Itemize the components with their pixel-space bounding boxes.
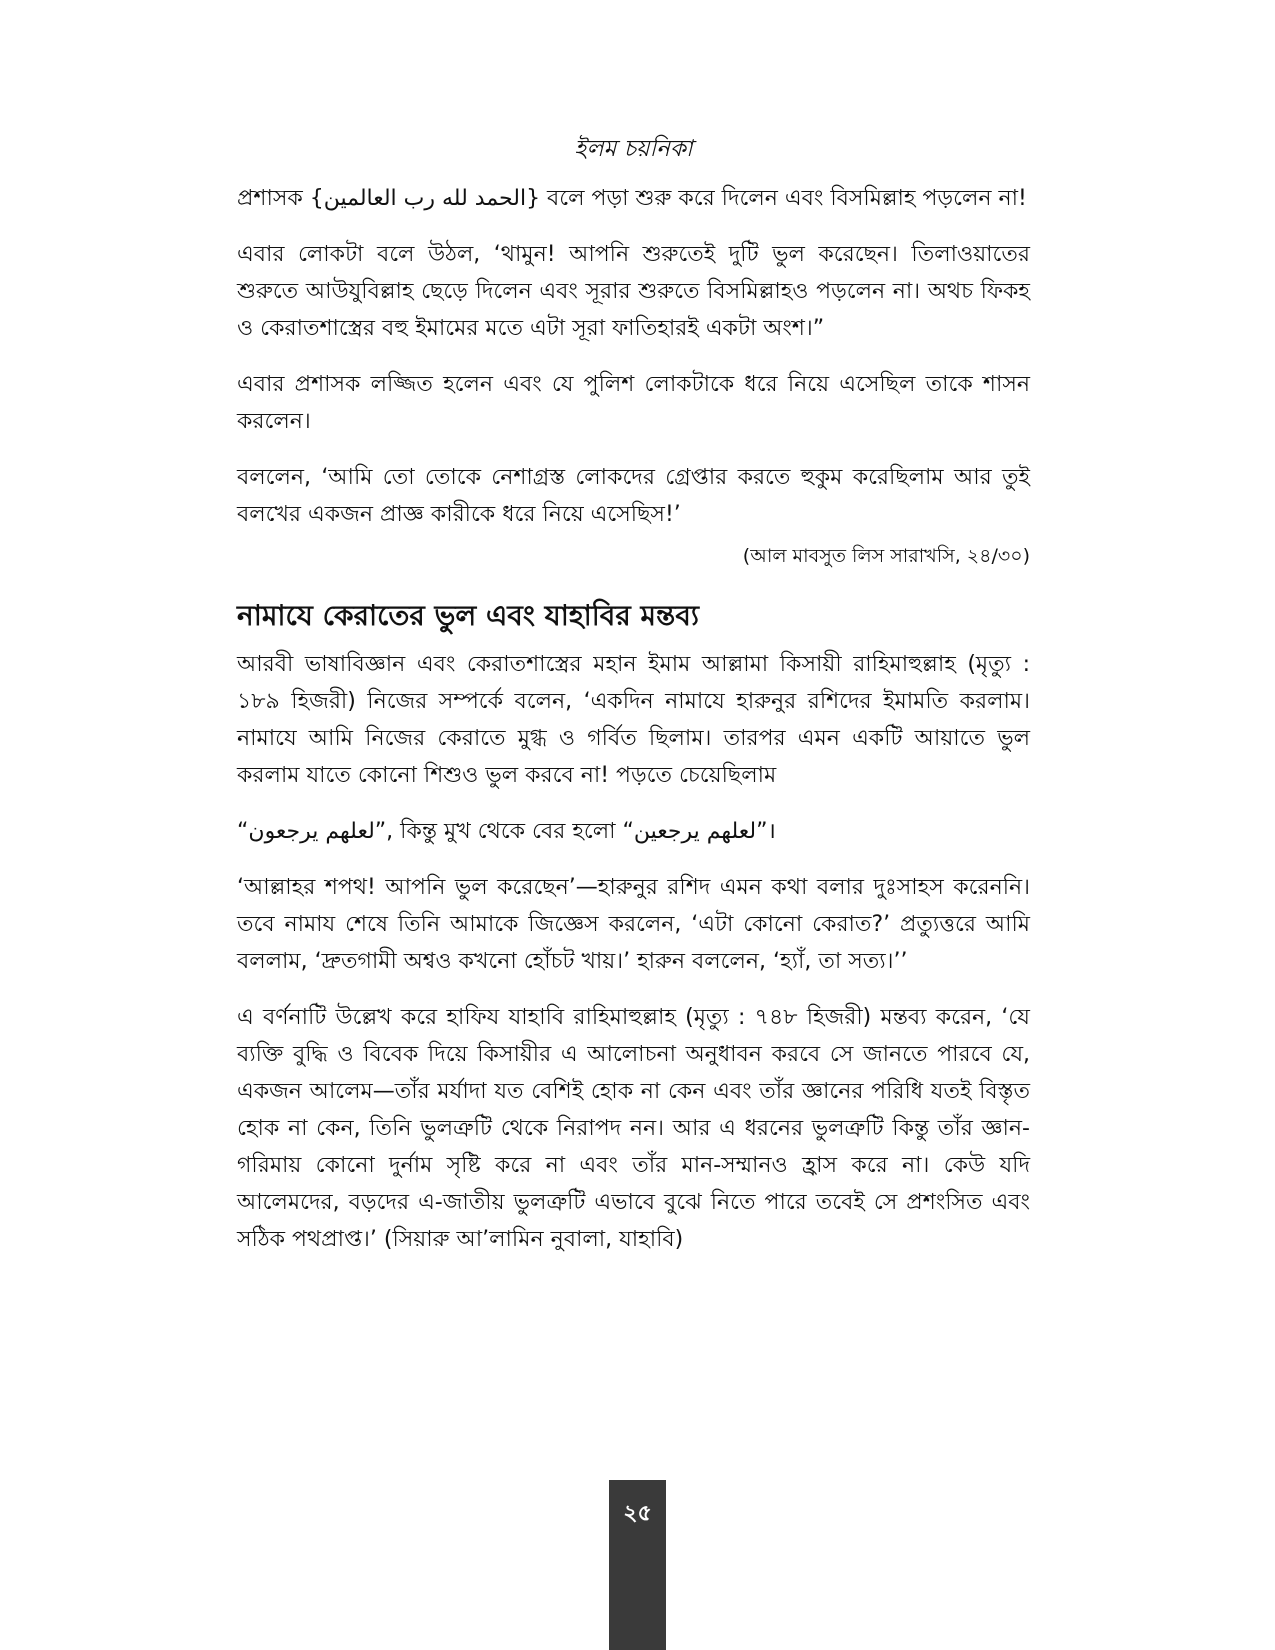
quote-middle-text: ”, কিন্তু মুখ থেকে বের হলো “ xyxy=(374,819,634,844)
section-paragraph-1: আরবী ভাষাবিজ্ঞান এবং কেরাতশাস্ত্রের মহান ইমাম আল্লামা কিসায়ী রাহিমাহুল্লাহ (মৃত্যু : ১৮৯ হিজরী) নিজের সম্পর্কে বলেন, ‘একদিন নামাযে হারুনুর রশিদের ইমামতি করলাম। নামাযে আমি নিজের কেরাতে মুগ্ধ ও গর্বিত ছিলাম। তারপর এমন একটি আয়াতে ভুল করলাম যাতে কোনো শিশুও ভুল করবে না! পড়তে চেয়েছিলাম xyxy=(237,652,1030,788)
story-paragraph-1 xyxy=(237,180,1030,217)
story-paragraph-1-end: } বলে পড়া শুরু করে দিলেন এবং বিসমিল্লাহ পড়লেন না! xyxy=(526,186,1027,211)
section-heading: নামাযে কেরাতের ভুল এবং যাহাবির মন্তব্য xyxy=(237,599,700,632)
story-paragraph-4: বললেন, ‘আমি তো তোকে নেশাগ্রস্ত লোকদের গ্রেপ্তার করতে হুকুম করেছিলাম আর তুই বলখের একজন প্রাজ্ঞ কারীকে ধরে নিয়ে এসেছিস!’ xyxy=(237,465,1030,527)
arabic-quote-correct: لعلهم يرجعون xyxy=(248,819,375,844)
section-paragraph-3: এ বর্ণনাটি উল্লেখ করে হাফিয যাহাবি রাহিমাহুল্লাহ (মৃত্যু : ৭৪৮ হিজরী) মন্তব্য করেন, ‘যে ব্যক্তি বুদ্ধি ও বিবেক দিয়ে কিসায়ীর এ আলোচনা অনুধাবন করবে সে জানতে পারবে যে, একজন আলেম—তাঁর মর্যাদা যত বেশিই হোক না কেন এবং তাঁর জ্ঞানের পরিধি যতই বিস্তৃত হোক না কেন, তিনি ভুলত্রুটি থেকে নিরাপদ নন। আর এ ধরনের ভুলত্রুটি কিন্তু তাঁর জ্ঞান-গরিমায় কোনো দুর্নাম সৃষ্টি করে না এবং তাঁর মান-সম্মানও হ্রাস করে না। কেউ যদি আলেমদের, বড়দের এ-জাতীয় ভুলত্রুটি এভাবে বুঝে নিতে পারে তবেই সে প্রশংসিত এবং সঠিক পথপ্রাপ্ত।’ (সিয়ারু আ’লামিন নুবালা, যাহাবি) xyxy=(237,1005,1030,1252)
story-paragraph-2: এবার লোকটা বলে উঠল, ‘থামুন! আপনি শুরুতেই দুটি ভুল করেছেন। তিলাওয়াতের শুরুতে আউযুবিল্লাহ ছেড়ে দিলেন এবং সূরার শুরুতে বিসমিল্লাহও পড়লেন না। অথচ ফিকহ ও কেরাতশাস্ত্রের বহু ইমামের মতে এটা সূরা ফাতিহারই একটা অংশ।” xyxy=(237,242,1030,341)
section-paragraph-1-quotes xyxy=(237,813,1030,850)
story-paragraph-3: এবার প্রশাসক লজ্জিত হলেন এবং যে পুলিশ লোকটাকে ধরে নিয়ে এসেছিল তাকে শাসন করলেন। xyxy=(237,372,1030,434)
story-citation: (আল মাবসুত লিস সারাখসি, ২৪/৩০) xyxy=(742,545,1030,567)
document-page xyxy=(237,0,1030,1650)
page-body xyxy=(237,180,1030,1277)
quote-close-2: ”। xyxy=(756,819,776,844)
arabic-quote-alhamdulillah: الحمد لله رب العالمين xyxy=(323,186,527,211)
running-header-title: ইলম চয়নিকা xyxy=(574,136,693,162)
section-paragraph-2: ‘আল্লাহর শপথ! আপনি ভুল করেছেন’—হারুনুর রশিদ এমন কথা বলার দুঃসাহস করেননি। তবে নামায শেষে তিনি আমাকে জিজ্ঞেস করলেন, ‘এটা কোনো কেরাত?’ প্রত্যুত্তরে আমি বললাম, ‘দ্রুতগামী অশ্বও কখনো হোঁচট খায়।’ হারুন বললেন, ‘হ্যাঁ, তা সত্য।’’ xyxy=(237,875,1030,974)
arabic-quote-mistake: لعلهم يرجعين xyxy=(633,819,757,844)
page-number: ২৫ xyxy=(609,1480,666,1650)
quote-open-1: “ xyxy=(237,819,249,844)
story-paragraph-1-start: প্রশাসক { xyxy=(237,186,324,211)
